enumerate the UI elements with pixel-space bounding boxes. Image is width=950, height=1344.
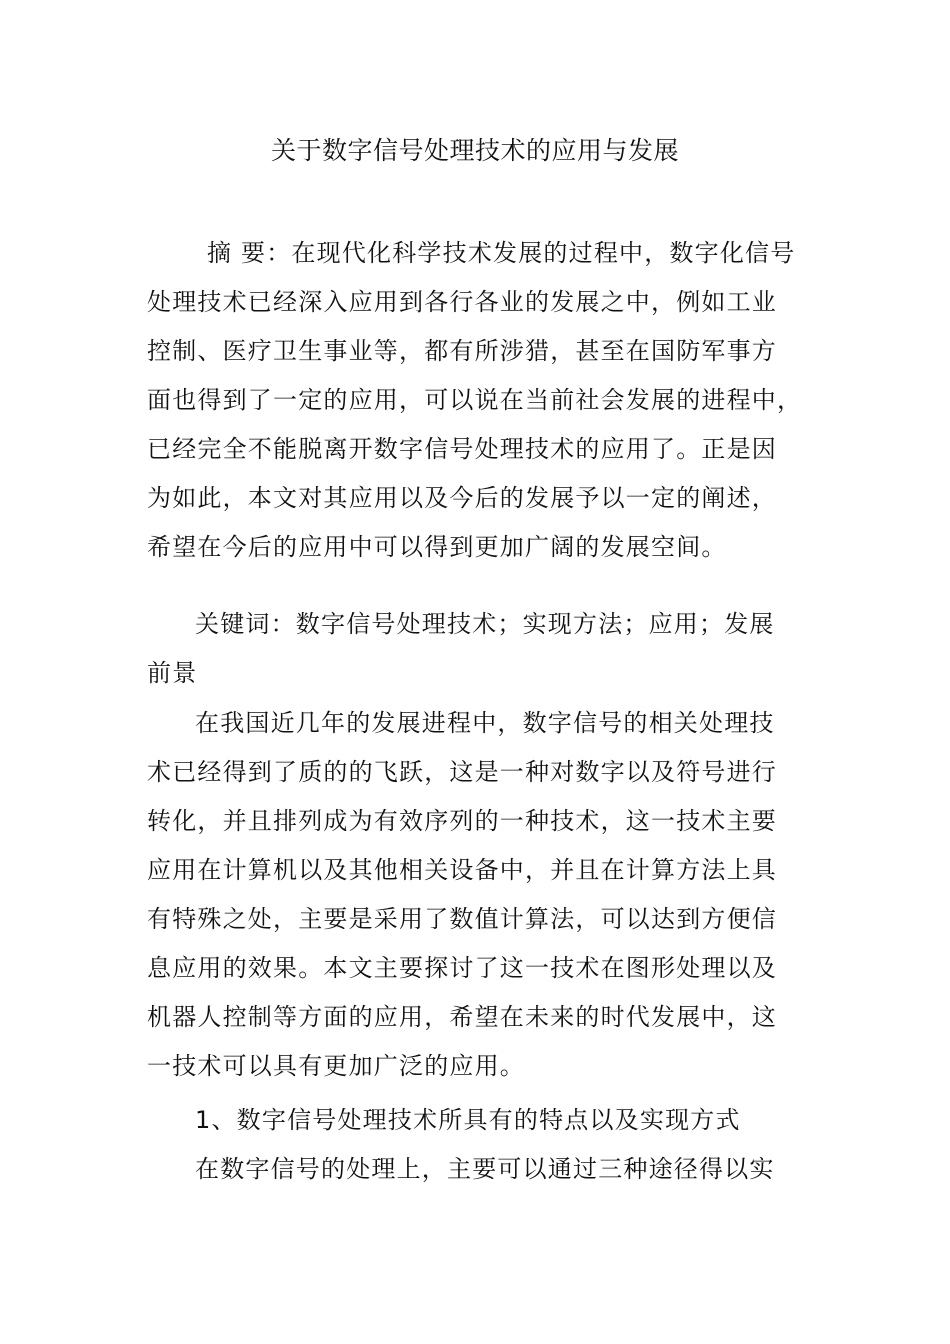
abstract-line: 已经完全不能脱离开数字信号处理技术的应用了。正是因 [147, 435, 777, 463]
abstract-line: 处理技术已经深入应用到各行各业的发展之中，例如工业 [147, 288, 777, 316]
document-title: 关于数字信号处理技术的应用与发展 [270, 136, 679, 165]
body-line: 有特殊之处，主要是采用了数值计算法，可以达到方便信 [147, 905, 777, 933]
body-line: 转化，并且排列成为有效序列的一种技术，这一技术主要 [147, 807, 777, 835]
body-line: 在我国近几年的发展进程中，数字信号的相关处理技 [195, 709, 775, 737]
abstract-line: 为如此，本文对其应用以及今后的发展予以一定的阐述， [147, 484, 777, 512]
abstract-line: 面也得到了一定的应用，可以说在当前社会发展的进程中， [147, 386, 803, 414]
body-line: 息应用的效果。本文主要探讨了这一技术在图形处理以及 [147, 954, 777, 982]
abstract-line: 摘 要：在现代化科学技术发展的过程中，数字化信号 [207, 239, 796, 267]
body-line: 机器人控制等方面的应用，希望在未来的时代发展中，这 [147, 1003, 777, 1031]
body-line: 应用在计算机以及其他相关设备中，并且在计算方法上具 [147, 856, 777, 884]
body-line: 一技术可以具有更加广泛的应用。 [147, 1052, 525, 1080]
abstract-line: 控制、医疗卫生事业等，都有所涉猎，甚至在国防军事方 [147, 337, 777, 365]
section-paragraph-line: 在数字信号的处理上，主要可以通过三种途径得以实 [195, 1155, 775, 1183]
keywords-line: 关键词：数字信号处理技术；实现方法；应用；发展 [195, 610, 775, 638]
body-line: 术已经得到了质的的飞跃，这是一种对数字以及符号进行 [147, 758, 777, 786]
section-heading: 1、数字信号处理技术所具有的特点以及实现方式 [195, 1106, 741, 1134]
keywords-line: 前景 [147, 659, 198, 687]
abstract-line: 希望在今后的应用中可以得到更加广阔的发展空间。 [147, 533, 727, 561]
